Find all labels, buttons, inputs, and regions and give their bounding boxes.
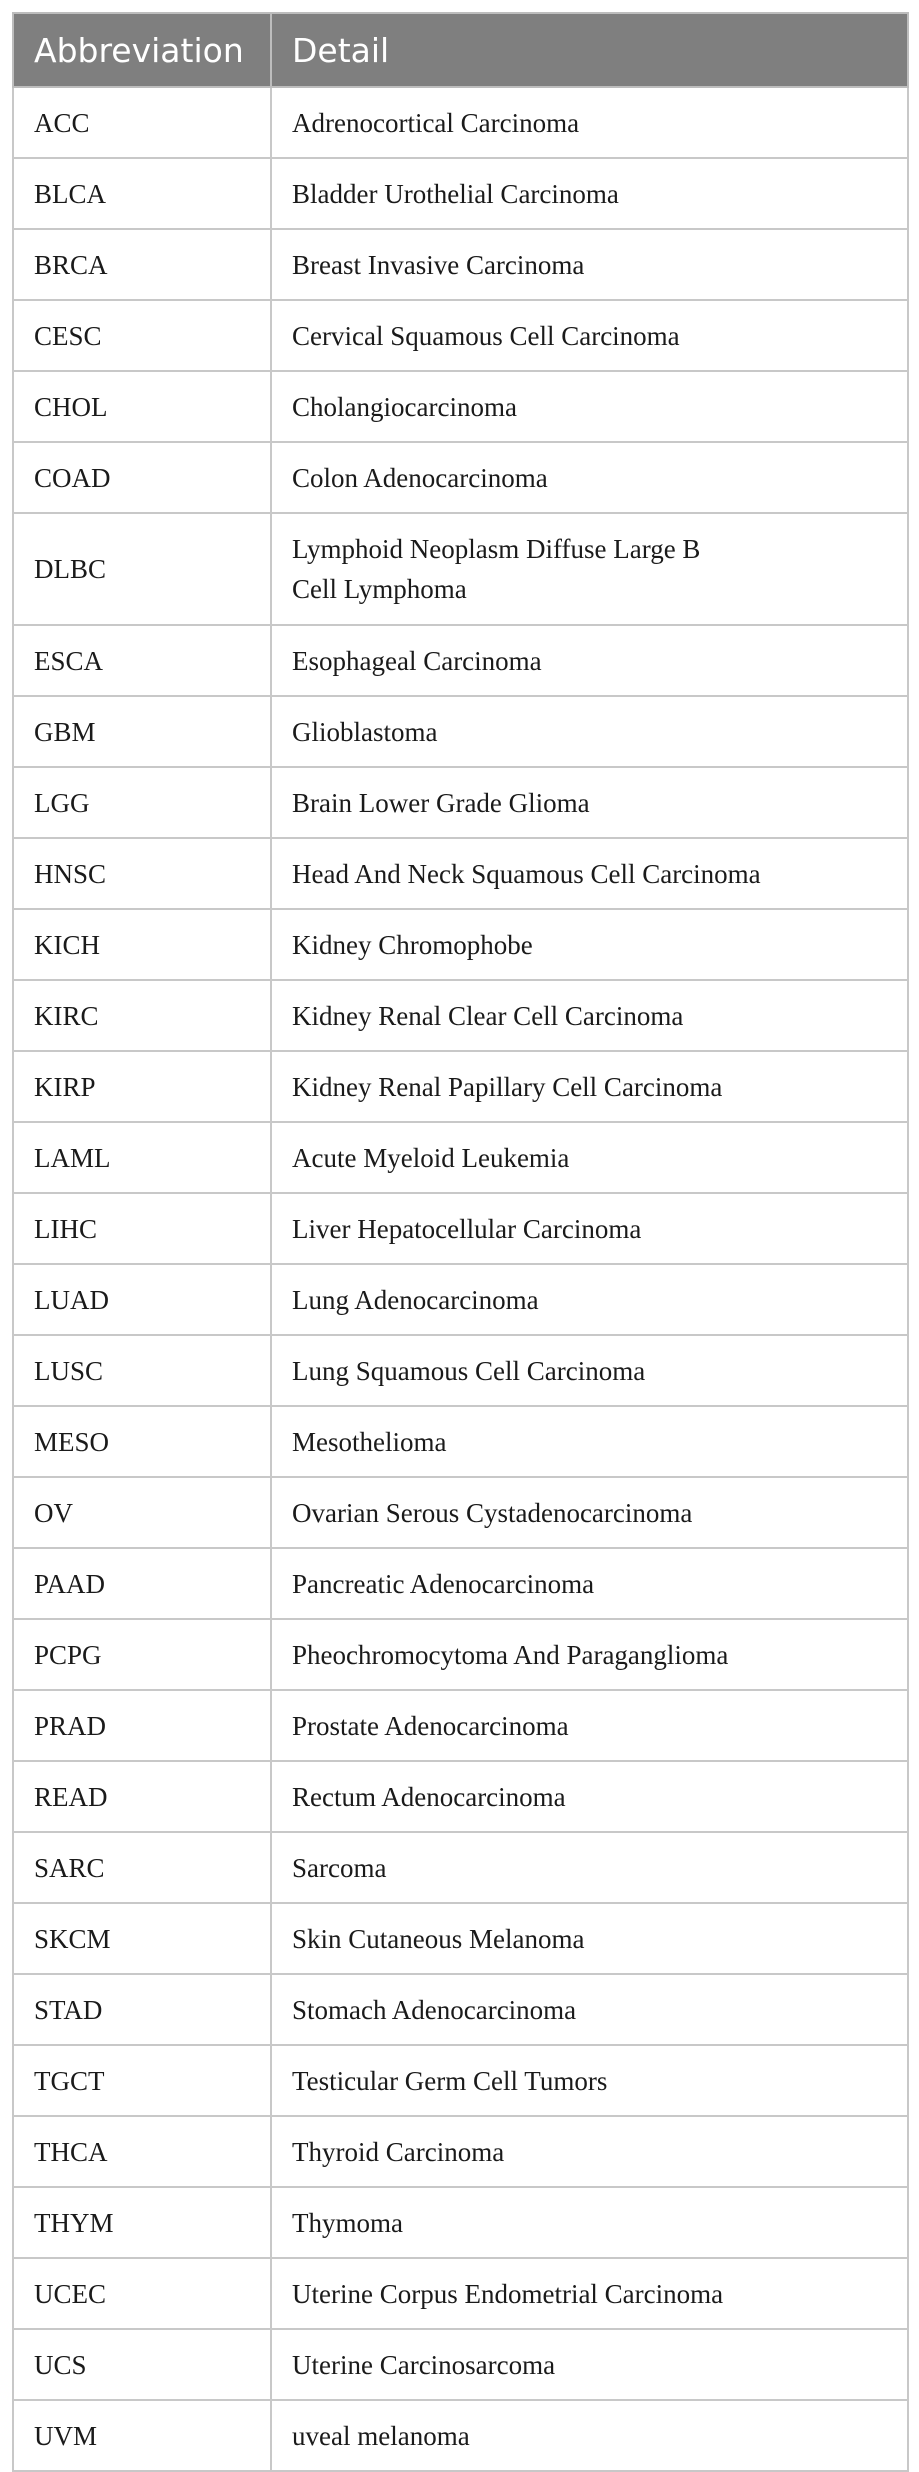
detail-cell: Thymoma (271, 2187, 908, 2258)
table-row (13, 2329, 908, 2400)
abbreviation-cell: ESCA (13, 625, 271, 696)
abbreviation-cell: KIRC (13, 980, 271, 1051)
detail-cell: Liver Hepatocellular Carcinoma (271, 1193, 908, 1264)
table-row (13, 2258, 908, 2329)
abbreviation-cell: LGG (13, 767, 271, 838)
detail-cell: Skin Cutaneous Melanoma (271, 1903, 908, 1974)
table-row (13, 2187, 908, 2258)
detail-cell: Brain Lower Grade Glioma (271, 767, 908, 838)
abbreviation-cell: KICH (13, 909, 271, 980)
abbreviation-cell: TGCT (13, 2045, 271, 2116)
abbreviation-cell: UVM (13, 2400, 271, 2471)
table-header (13, 13, 908, 87)
detail-line: Cell Lymphoma (292, 574, 467, 604)
detail-cell: Cervical Squamous Cell Carcinoma (271, 300, 908, 371)
abbreviation-cell: LUAD (13, 1264, 271, 1335)
abbreviation-cell: CHOL (13, 371, 271, 442)
detail-cell: Lung Adenocarcinoma (271, 1264, 908, 1335)
detail-cell: Colon Adenocarcinoma (271, 442, 908, 513)
table-row (13, 87, 908, 158)
table-row (13, 767, 908, 838)
abbreviation-cell: MESO (13, 1406, 271, 1477)
detail-cell: Rectum Adenocarcinoma (271, 1761, 908, 1832)
table-row (13, 1619, 908, 1690)
header-detail: Detail (271, 13, 908, 87)
detail-cell: Kidney Chromophobe (271, 909, 908, 980)
abbreviation-cell: GBM (13, 696, 271, 767)
detail-cell: Sarcoma (271, 1832, 908, 1903)
table-row (13, 1903, 908, 1974)
abbreviation-cell: LIHC (13, 1193, 271, 1264)
table-row (13, 300, 908, 371)
table-row (13, 1406, 908, 1477)
detail-cell: Uterine Carcinosarcoma (271, 2329, 908, 2400)
table-row (13, 1122, 908, 1193)
abbreviation-cell: UCEC (13, 2258, 271, 2329)
detail-cell: Pheochromocytoma And Paraganglioma (271, 1619, 908, 1690)
abbreviation-cell: LUSC (13, 1335, 271, 1406)
abbreviation-table (12, 12, 907, 2472)
table-row (13, 513, 908, 625)
table-row (13, 625, 908, 696)
table-body (13, 87, 908, 2471)
detail-cell: Kidney Renal Clear Cell Carcinoma (271, 980, 908, 1051)
table-row (13, 1690, 908, 1761)
abbreviation-cell: LAML (13, 1122, 271, 1193)
abbreviation-cell: HNSC (13, 838, 271, 909)
table-row (13, 2045, 908, 2116)
abbreviation-cell: CESC (13, 300, 271, 371)
table-row (13, 1264, 908, 1335)
table-row (13, 371, 908, 442)
detail-cell: Esophageal Carcinoma (271, 625, 908, 696)
table-row (13, 1477, 908, 1548)
detail-cell: Glioblastoma (271, 696, 908, 767)
table-row (13, 980, 908, 1051)
table-row (13, 1193, 908, 1264)
abbreviation-cell: SKCM (13, 1903, 271, 1974)
table-row (13, 1974, 908, 2045)
abbreviation-cell: OV (13, 1477, 271, 1548)
table-row (13, 696, 908, 767)
detail-cell: Breast Invasive Carcinoma (271, 229, 908, 300)
table-row (13, 2116, 908, 2187)
table-row (13, 1051, 908, 1122)
abbreviation-cell: COAD (13, 442, 271, 513)
detail-cell: Cholangiocarcinoma (271, 371, 908, 442)
table-row (13, 838, 908, 909)
detail-cell: Uterine Corpus Endometrial Carcinoma (271, 2258, 908, 2329)
detail-cell: Kidney Renal Papillary Cell Carcinoma (271, 1051, 908, 1122)
abbreviation-cell: BRCA (13, 229, 271, 300)
abbreviation-cell: BLCA (13, 158, 271, 229)
detail-cell: Acute Myeloid Leukemia (271, 1122, 908, 1193)
detail-cell: Bladder Urothelial Carcinoma (271, 158, 908, 229)
table-row (13, 442, 908, 513)
detail-cell: uveal melanoma (271, 2400, 908, 2471)
abbreviation-cell: PCPG (13, 1619, 271, 1690)
table-row (13, 229, 908, 300)
detail-cell: Head And Neck Squamous Cell Carcinoma (271, 838, 908, 909)
abbreviation-cell: THCA (13, 2116, 271, 2187)
detail-cell: Prostate Adenocarcinoma (271, 1690, 908, 1761)
detail-cell: Lung Squamous Cell Carcinoma (271, 1335, 908, 1406)
abbreviation-cell: DLBC (13, 513, 271, 625)
abbreviation-cell: PAAD (13, 1548, 271, 1619)
abbreviation-cell: ACC (13, 87, 271, 158)
detail-cell: Thyroid Carcinoma (271, 2116, 908, 2187)
detail-cell (271, 513, 908, 625)
table-row (13, 1761, 908, 1832)
abbreviation-cell: READ (13, 1761, 271, 1832)
header-abbreviation: Abbreviation (13, 13, 271, 87)
detail-line: Lymphoid Neoplasm Diffuse Large B (292, 534, 701, 564)
abbreviation-cell: SARC (13, 1832, 271, 1903)
abbreviation-cell: THYM (13, 2187, 271, 2258)
detail-cell: Stomach Adenocarcinoma (271, 1974, 908, 2045)
detail-cell: Adrenocortical Carcinoma (271, 87, 908, 158)
abbreviation-cell: KIRP (13, 1051, 271, 1122)
table-row (13, 158, 908, 229)
abbreviation-cell: UCS (13, 2329, 271, 2400)
abbreviation-cell: PRAD (13, 1690, 271, 1761)
detail-cell: Testicular Germ Cell Tumors (271, 2045, 908, 2116)
table-row (13, 1548, 908, 1619)
table-row (13, 1832, 908, 1903)
table-row (13, 2400, 908, 2471)
detail-cell: Mesothelioma (271, 1406, 908, 1477)
table-row (13, 909, 908, 980)
table (12, 12, 909, 2472)
abbreviation-cell: STAD (13, 1974, 271, 2045)
table-row (13, 1335, 908, 1406)
detail-cell: Pancreatic Adenocarcinoma (271, 1548, 908, 1619)
header-row (13, 13, 908, 87)
detail-cell: Ovarian Serous Cystadenocarcinoma (271, 1477, 908, 1548)
